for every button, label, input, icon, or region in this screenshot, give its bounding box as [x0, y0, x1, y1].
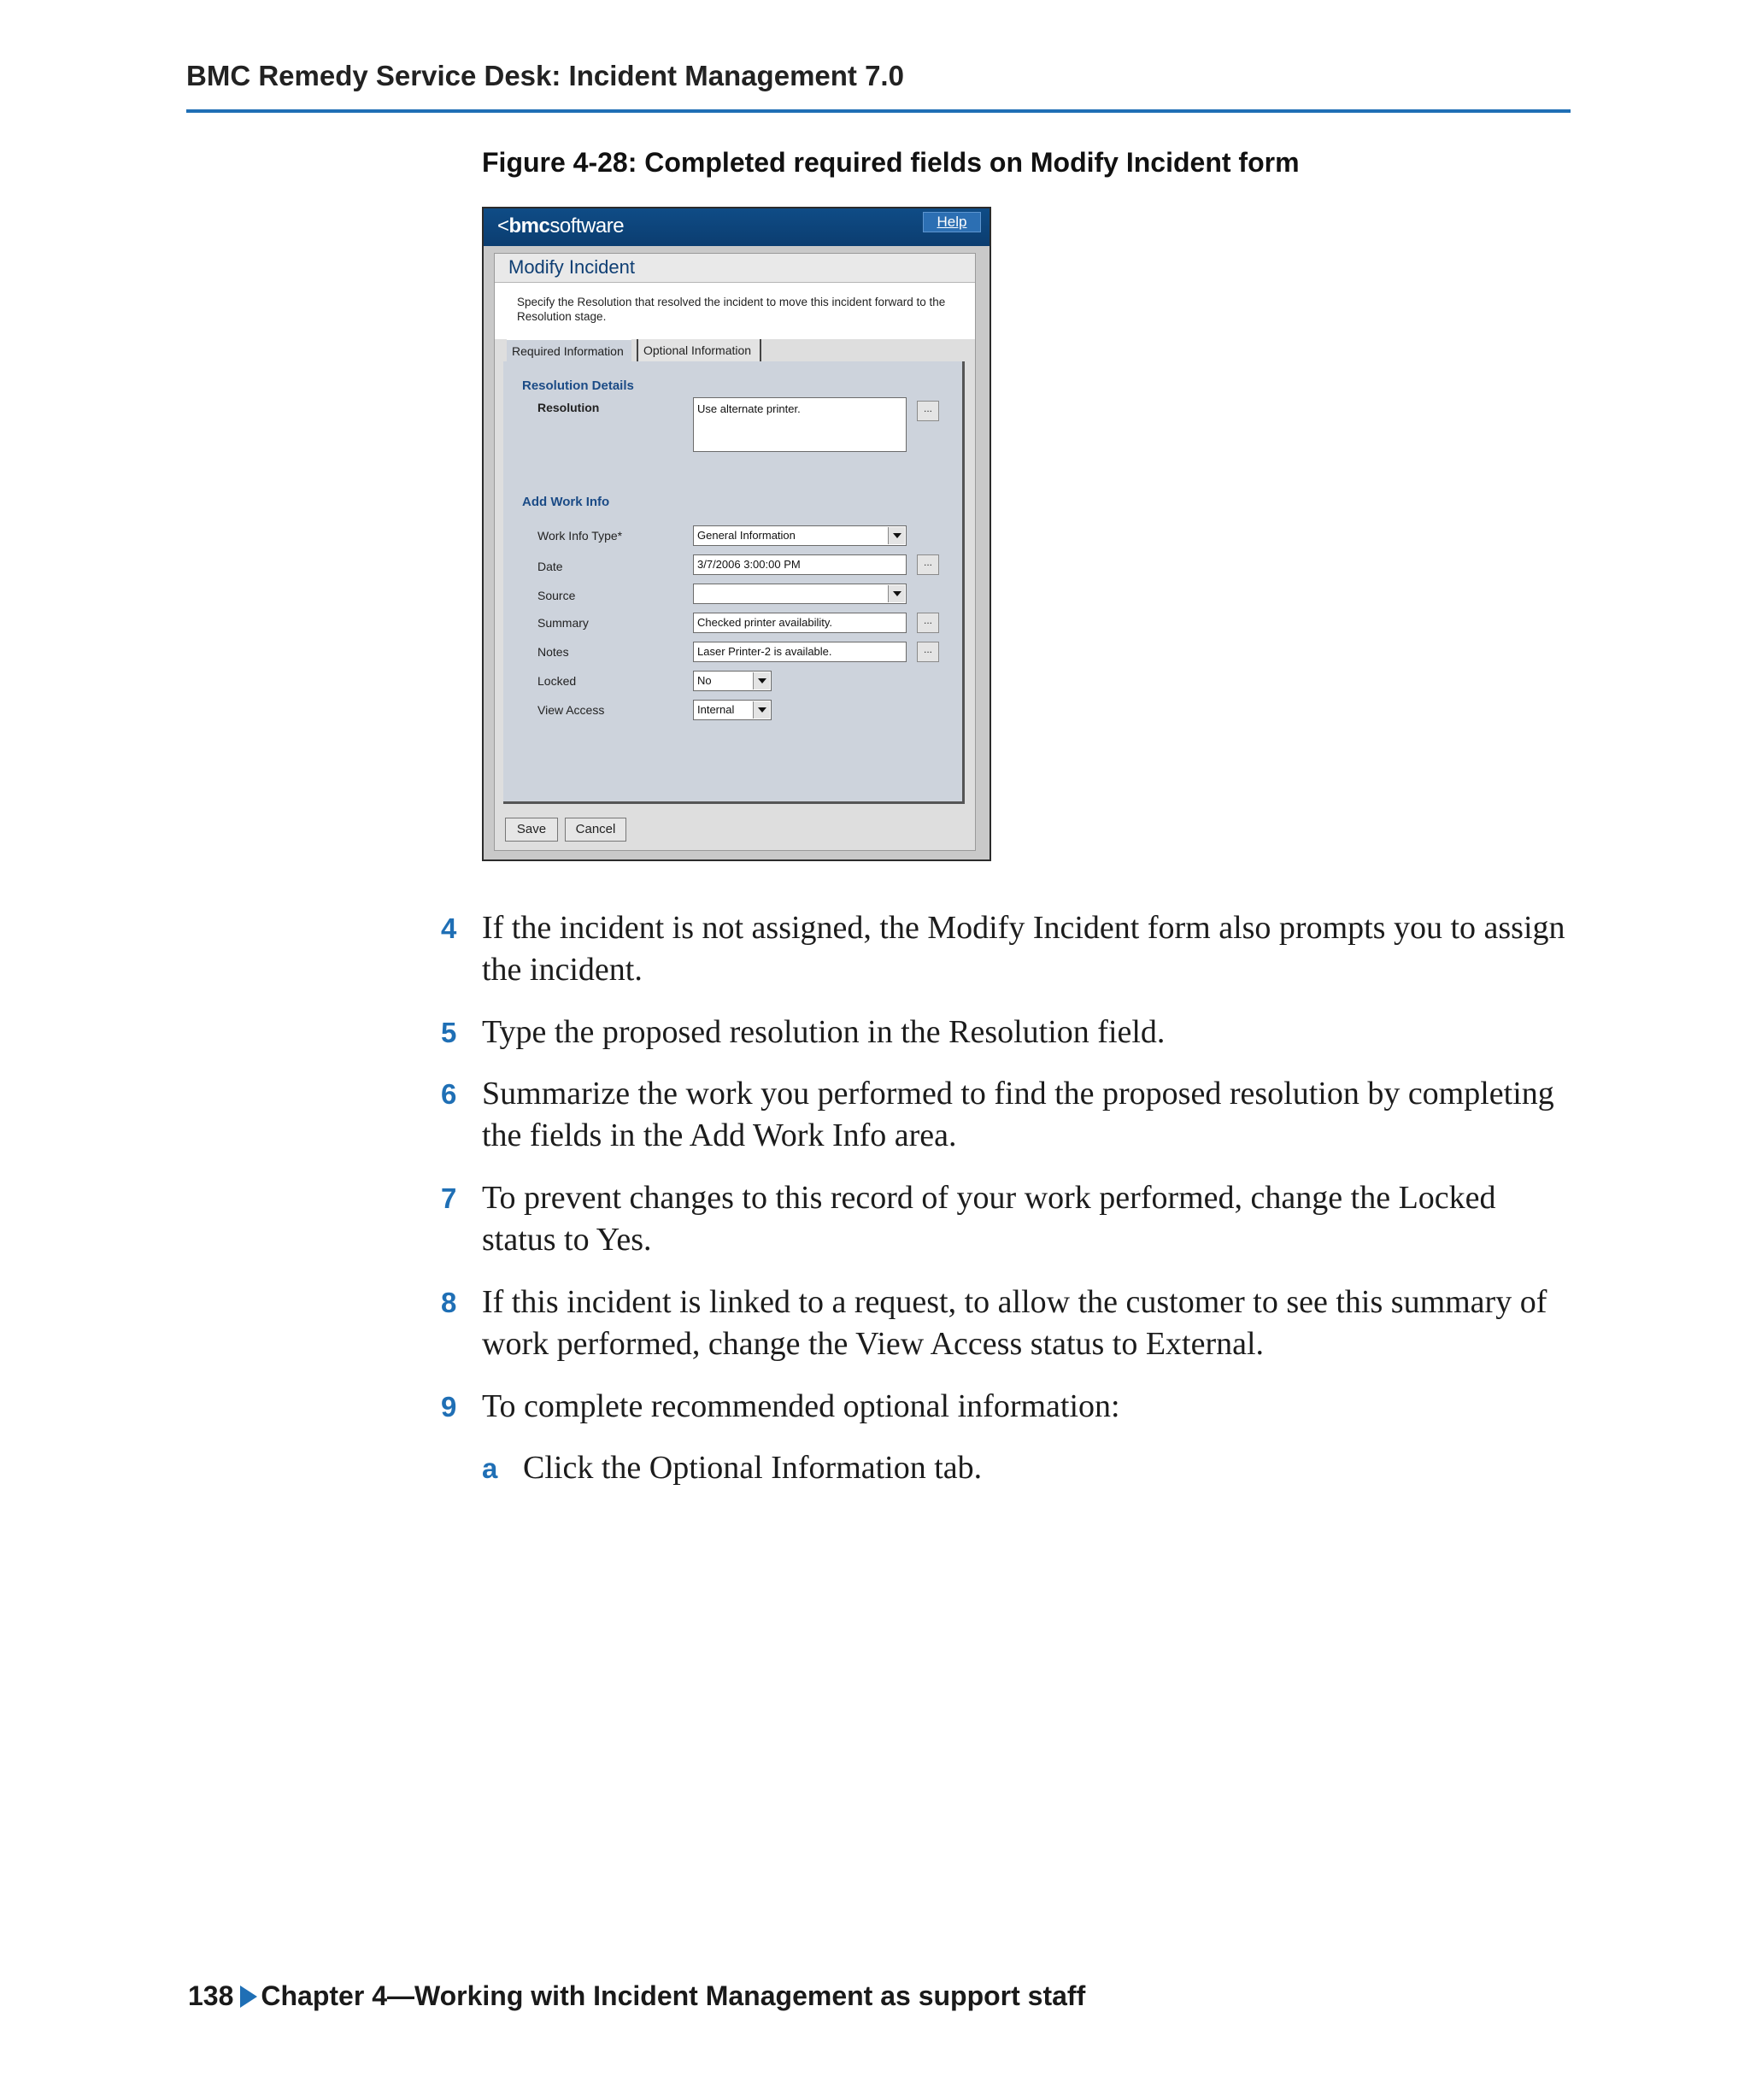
step-number: 5 — [441, 1017, 457, 1048]
header-rule — [186, 109, 1571, 113]
instruction-box — [495, 283, 975, 339]
date-label: Date — [537, 560, 563, 573]
source-select[interactable] — [693, 584, 907, 604]
notes-field[interactable]: Laser Printer-2 is available. — [693, 642, 907, 662]
chevron-down-icon[interactable] — [888, 585, 905, 602]
resolution-field[interactable]: Use alternate printer. — [693, 397, 907, 452]
required-information-tab-body — [503, 361, 965, 804]
chapter-title: Chapter 4—Working with Incident Management as support staff — [261, 1980, 1086, 2011]
cancel-button[interactable]: Cancel — [565, 818, 626, 842]
substep-text: Click the Optional Information tab. — [523, 1450, 983, 1486]
notes-label: Notes — [537, 645, 569, 659]
work-info-type-label: Work Info Type* — [537, 529, 623, 543]
resolution-details-heading: Resolution Details — [522, 378, 634, 393]
step-text: Type the proposed resolution in the Resolution field. — [482, 1014, 1166, 1050]
figure-caption: Figure 4-28: Completed required fields on Modify Incident form — [482, 147, 1300, 178]
step-text: If this incident is linked to a request, to allow the customer to see this summary of work performed, change the View Access status to External. — [482, 1284, 1547, 1362]
locked-label: Locked — [537, 674, 577, 688]
step-text: To complete recommended optional information: — [482, 1388, 1120, 1424]
step-text: If the incident is not assigned, the Modify Incident form also prompts you to assign the incident. — [482, 910, 1565, 988]
date-field[interactable]: 3/7/2006 3:00:00 PM — [693, 554, 907, 575]
view-access-select[interactable]: Internal — [693, 700, 772, 720]
save-button[interactable]: Save — [505, 818, 558, 842]
panel-title: Modify Incident — [495, 254, 975, 283]
view-access-label: View Access — [537, 703, 605, 717]
modify-incident-panel — [494, 253, 976, 851]
resolution-label: Resolution — [537, 401, 600, 414]
running-header: BMC Remedy Service Desk: Incident Management 7.0 — [186, 60, 904, 91]
step-number: 6 — [441, 1078, 457, 1110]
page-number: 138 — [188, 1980, 234, 2011]
summary-expand-button[interactable]: ... — [917, 613, 939, 633]
work-info-type-select[interactable]: General Information — [693, 525, 907, 546]
step-number: 9 — [441, 1391, 457, 1422]
resolution-expand-button[interactable]: ... — [917, 401, 939, 421]
step-text: To prevent changes to this record of your work performed, change the Locked status to Yes. — [482, 1180, 1496, 1258]
chevron-down-icon[interactable] — [753, 672, 770, 689]
instruction-text: Specify the Resolution that resolved the incident to move this incident forward to the Resolution stage. — [517, 296, 946, 323]
bmc-banner — [484, 208, 990, 246]
bmc-logo: <bmcsoftware — [497, 214, 625, 238]
add-work-info-heading: Add Work Info — [522, 495, 610, 509]
tab-optional-information[interactable]: Optional Information — [637, 339, 761, 361]
step-text: Summarize the work you performed to find the proposed resolution by completing the fields in the Add Work Info area. — [482, 1076, 1554, 1153]
substep-letter: a — [482, 1452, 498, 1484]
summary-field[interactable]: Checked printer availability. — [693, 613, 907, 633]
source-label: Source — [537, 589, 576, 602]
summary-label: Summary — [537, 616, 589, 630]
modify-incident-screenshot — [482, 207, 991, 861]
locked-select[interactable]: No — [693, 671, 772, 691]
chevron-down-icon[interactable] — [753, 701, 770, 719]
step-number: 7 — [441, 1182, 457, 1214]
tab-required-information[interactable]: Required Information — [507, 339, 631, 361]
chevron-down-icon[interactable] — [888, 527, 905, 544]
triangle-right-icon — [240, 1986, 257, 2008]
notes-expand-button[interactable]: ... — [917, 642, 939, 662]
step-number: 8 — [441, 1287, 457, 1318]
date-picker-button[interactable]: ... — [917, 554, 939, 575]
page-footer — [188, 1980, 1085, 2012]
step-number: 4 — [441, 912, 457, 944]
help-link[interactable]: Help — [923, 212, 981, 232]
